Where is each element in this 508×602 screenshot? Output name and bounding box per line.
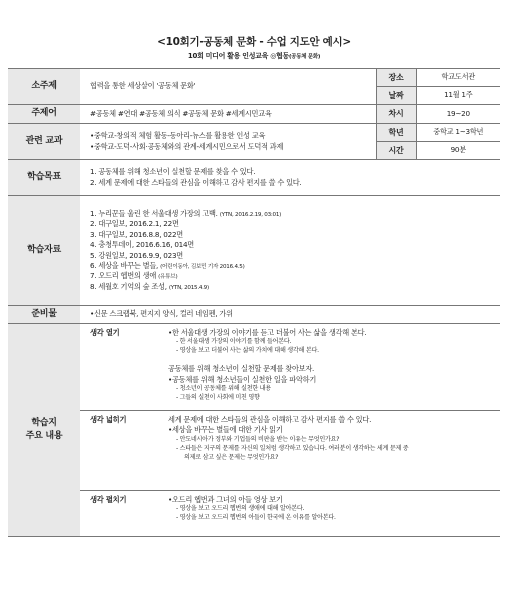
keywords-value: #공동체 #연대 #공동체 의식 #공동체 문화 #세계시민교육 xyxy=(80,105,376,124)
material-item xyxy=(90,271,494,281)
material-source: (YTN, 2016.2.19, 03:01) xyxy=(219,211,282,218)
step-bullet: •오드리 헵번과 그녀의 아들 영상 보기 xyxy=(168,495,283,504)
step-name: 생각 열기 xyxy=(80,324,168,411)
material-text: 5. 강원일보, 2016.9.9, 023면 xyxy=(90,250,183,260)
subtitle-main: 10회 미디어 활용 인성교육 ◎협동 xyxy=(187,52,289,60)
block-gap xyxy=(168,356,494,364)
material-item xyxy=(90,261,494,271)
step-subpoint: - 청소년이 공동체를 위해 실천한 내용 xyxy=(176,384,271,392)
material-text: 2. 대구일보, 2016.2.1, 22면 xyxy=(90,219,179,229)
step-subpoint: - 한 서울대생 가장의 이야기를 함께 들어본다. xyxy=(176,338,292,346)
goals-label: 학습목표 xyxy=(8,160,80,196)
material-text: 8. 세월호 기억의 숲 조성, xyxy=(90,281,167,291)
step-bullet: •공동체를 위해 청소년들이 실천한 일을 파악하기 xyxy=(168,374,317,384)
material-text: 3. 대구일보, 2016.8.8, 022면 xyxy=(90,229,183,239)
goal-line: 1. 공동체를 위해 청소년이 실천할 문제를 찾을 수 있다. xyxy=(90,167,256,177)
content-label-line2: 주요 내용 xyxy=(25,431,63,441)
step-name: 생각 펼치기 xyxy=(80,491,168,537)
lesson-plan-table xyxy=(8,68,500,537)
prep-value: •신문 스크랩북, 편지지 양식, 컬러 네임펜, 가위 xyxy=(80,306,500,324)
material-item xyxy=(90,230,494,240)
step-subpoint: - 그들의 실천이 사회에 미친 영향 xyxy=(176,393,260,401)
step-heading: 공동체를 위해 청소년이 실천할 문제를 찾아보자. xyxy=(168,364,315,374)
materials-list xyxy=(80,196,500,306)
goals-value xyxy=(80,160,500,196)
material-source: (어린이동아, 김보민 기자 2016.4.5) xyxy=(160,263,245,270)
session-label: 차시 xyxy=(376,105,416,124)
step-heading: 세계 문제에 대한 스타들의 관심을 이해하고 감사 편지를 쓸 수 있다. xyxy=(168,415,372,424)
material-text: 7. 오드리 헵번의 생애 xyxy=(90,271,157,281)
time-label: 시간 xyxy=(376,142,416,160)
step-content xyxy=(168,324,500,411)
materials-label: 학습자료 xyxy=(8,196,80,306)
step-subpoint: - 영상을 보고 오드리 헵번의 생애에 대해 알아본다. xyxy=(176,505,305,513)
step-content xyxy=(168,491,500,537)
subtitle-small: (공동체 문화) xyxy=(288,54,321,60)
step-subpoint: - 영상을 보고 오드리 헵번의 아들이 한국에 온 이유를 알아본다. xyxy=(176,514,336,522)
time-value: 90분 xyxy=(416,142,500,160)
material-item xyxy=(90,282,494,292)
material-source: (유튜브) xyxy=(158,274,178,281)
subject-line: •중학교-도덕-사회·공동체와의 관계-세계시민으로서 도덕적 과제 xyxy=(90,141,284,151)
keywords-label: 주제어 xyxy=(8,105,80,124)
material-item xyxy=(90,209,494,219)
subject-line: •중학교-창의적 체험 활동-동아리-뉴스를 활용한 인성 교육 xyxy=(90,131,266,141)
session-value: 19~20 xyxy=(416,105,500,124)
step-subpoint: - 스타들은 지구의 문제를 자신의 일처럼 생각하고 있습니다. 여러분이 생각하는 세계 문제 중 xyxy=(176,444,409,452)
step-bullet: •한 서울대생 가장의 이야기를 듣고 더불어 사는 삶을 생각해 본다. xyxy=(168,328,367,337)
material-text: 4. 충청투데이, 2016.6.16, 014면 xyxy=(90,240,194,250)
step-name: 생각 넓히기 xyxy=(80,411,168,491)
grade-value: 중학교 1~3학년 xyxy=(416,124,500,142)
grade-label: 학년 xyxy=(376,124,416,142)
material-text: 6. 세상을 바꾸는 별들, xyxy=(90,260,159,270)
date-value: 11월 1주 xyxy=(416,87,500,105)
material-item xyxy=(90,251,494,261)
date-label: 날짜 xyxy=(376,87,416,105)
document-title: <10회기-공동체 문화 - 수업 지도안 예시> xyxy=(157,36,351,48)
material-item xyxy=(90,240,494,250)
goal-line: 2. 세계 문제에 대한 스타들의 관심을 이해하고 감사 편지를 쓸 수 있다. xyxy=(90,177,302,187)
step-bullet: •세상을 바꾸는 별들에 대한 기사 읽기 xyxy=(168,425,283,435)
step-content xyxy=(168,411,500,491)
step-subpoint: - 안도네시아가 정부와 기업들의 비판을 받는 이유는 무엇인가요? xyxy=(176,435,340,443)
place-value: 학교도서관 xyxy=(416,69,500,87)
step-subpoint: - 영상을 보고 더불어 사는 삶의 가치에 대해 생각해 본다. xyxy=(176,347,319,355)
material-source: (YTN, 2015.4.9) xyxy=(168,284,209,291)
content-label-line1: 학습지 xyxy=(31,417,57,428)
subjects-label: 관련 교과 xyxy=(8,124,80,160)
place-label: 장소 xyxy=(376,69,416,87)
document-subtitle xyxy=(0,51,508,61)
topic-label: 소주제 xyxy=(8,69,80,105)
step-subpoint: 의제로 삼고 싶은 문제는 무엇인가요? xyxy=(184,453,279,461)
topic-value: 협력을 통한 세상살이 '공동체 문화' xyxy=(80,69,376,105)
prep-label: 준비물 xyxy=(8,306,80,324)
material-text: 1. 누리꾼들 울린 한 서울대생 가장의 고백. xyxy=(90,208,218,218)
material-item xyxy=(90,219,494,229)
subjects-value xyxy=(80,124,376,160)
content-label xyxy=(8,324,80,537)
